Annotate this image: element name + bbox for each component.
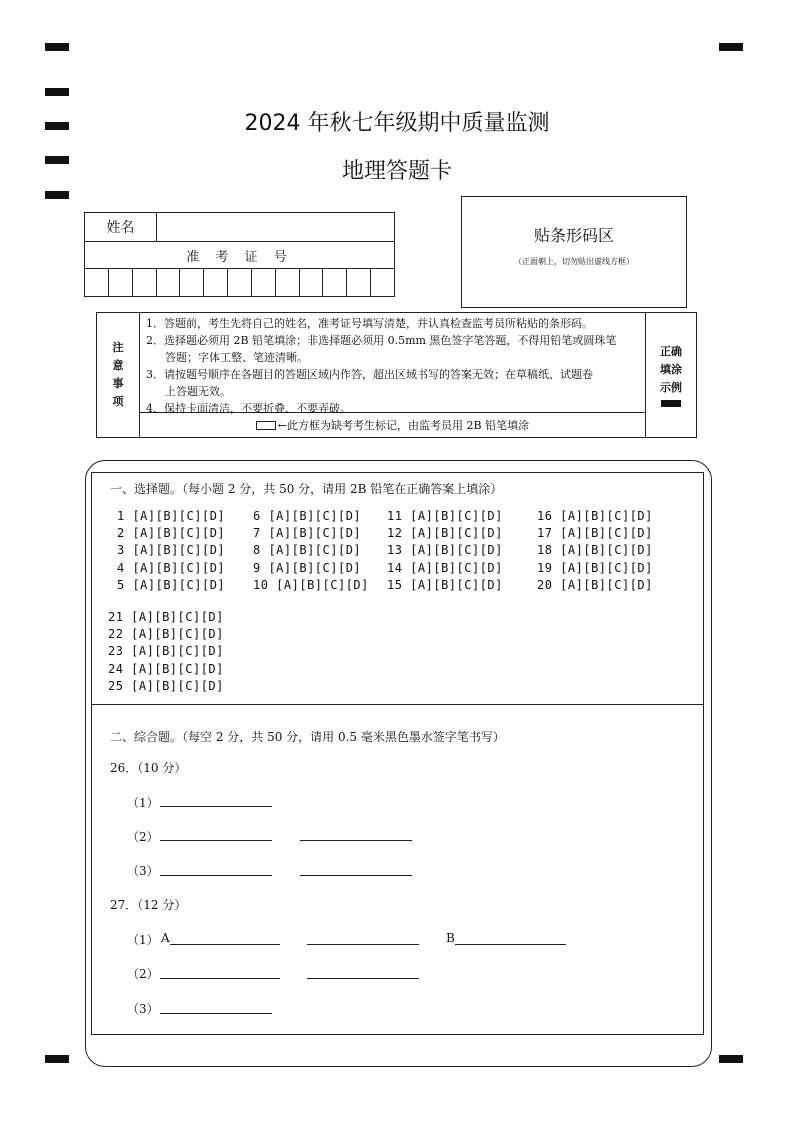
exam-number-cell[interactable] (157, 269, 181, 296)
q26-part1-blank[interactable] (160, 806, 272, 807)
exam-number-cell[interactable] (252, 269, 276, 296)
q26-part3-blank-2[interactable] (300, 875, 412, 876)
q27-part2-label: （2） (127, 967, 159, 981)
q27-b-label: B (446, 931, 455, 945)
q27-part1-blank-a[interactable] (170, 944, 280, 945)
timing-mark (719, 1055, 743, 1063)
exam-number-cells[interactable] (85, 269, 394, 296)
choice-item[interactable]: 4 [A][B][C][D] (117, 560, 226, 575)
exam-number-cell[interactable] (371, 269, 394, 296)
fill-example-mark (661, 400, 681, 407)
notice-items (140, 313, 645, 413)
choice-item[interactable]: 11 [A][B][C][D] (387, 509, 503, 523)
notice-item: 答题；字体工整、笔迹清晰。 (165, 351, 308, 364)
q27-part2-blank-2[interactable] (307, 978, 419, 979)
exam-number-cell[interactable] (323, 269, 347, 296)
choice-item[interactable]: 25 [A][B][C][D] (108, 678, 224, 693)
choice-item[interactable]: 18 [A][B][C][D] (537, 543, 653, 558)
choice-item[interactable]: 13 [A][B][C][D] (387, 543, 503, 558)
choice-item[interactable]: 7 [A][B][C][D] (253, 526, 362, 541)
exam-number-cell[interactable] (276, 269, 300, 296)
q27-part1-label: （1） (127, 933, 159, 947)
exam-number-cell[interactable] (228, 269, 252, 296)
choice-item[interactable]: 19 [A][B][C][D] (537, 560, 653, 575)
notice-item: 3．请按题号顺序在各题目的答题区域内作答，超出区域书写的答案无效；在草稿纸、试题卷 (146, 368, 593, 381)
q27-part1-blank-2[interactable] (307, 944, 419, 945)
notice-item: 1．答题前，考生先将自己的姓名，准考证号填写清楚，并认真检查监考员所粘贴的条形码。 (146, 317, 593, 330)
choice-item[interactable]: 9 [A][B][C][D] (253, 560, 362, 575)
exam-number-cell[interactable] (180, 269, 204, 296)
q26-label: 26．（10 分） (110, 761, 187, 775)
page-subtitle: 地理答题卡 (341, 159, 452, 184)
choice-item[interactable]: 20 [A][B][C][D] (537, 577, 653, 592)
page-title: 2024 年秋七年级期中质量监测 (244, 111, 550, 136)
q26-part2-label: （2） (127, 830, 159, 844)
barcode-area (461, 196, 687, 308)
choice-item[interactable]: 17 [A][B][C][D] (537, 526, 653, 541)
q27-a-label: A (161, 931, 170, 945)
exam-number-cell[interactable] (204, 269, 228, 296)
barcode-hint: （正面朝上，切勿贴出虚线方框） (514, 257, 634, 266)
timing-mark (45, 43, 69, 51)
q27-part3-label: （3） (127, 1002, 159, 1016)
absent-mark-box[interactable] (256, 421, 276, 430)
q26-part2-blank-2[interactable] (300, 840, 412, 841)
name-field[interactable] (157, 213, 394, 242)
name-label: 姓名 (85, 213, 157, 242)
notice-side-label: 注 意 事 项 (97, 313, 140, 437)
choice-item[interactable]: 6 [A][B][C][D] (253, 509, 362, 523)
choice-item[interactable]: 15 [A][B][C][D] (387, 577, 503, 592)
section2-heading: 二、综合题。（每空 2 分，共 50 分，请用 0.5 毫米黑色墨水签字笔书写） (110, 730, 505, 744)
q27-part1-blank-b[interactable] (455, 944, 566, 945)
choice-item[interactable]: 16 [A][B][C][D] (537, 509, 653, 523)
q26-part1-label: （1） (127, 796, 159, 810)
choice-item[interactable]: 8 [A][B][C][D] (253, 543, 362, 558)
timing-mark (45, 191, 69, 199)
notice-item: 2．选择题必须用 2B 铅笔填涂；非选择题必须用 0.5mm 黑色签字笔答题，不得用铅笔或圆珠笔 (146, 334, 617, 347)
exam-number-label: 准 考 证 号 (85, 242, 394, 269)
choice-item[interactable]: 23 [A][B][C][D] (108, 644, 224, 659)
exam-number-cell[interactable] (85, 269, 109, 296)
fill-example: 正确 填涂 示例 (645, 313, 696, 437)
barcode-title: 贴条形码区 (533, 226, 614, 245)
q26-part2-blank-1[interactable] (160, 840, 272, 841)
candidate-info-box (84, 212, 395, 297)
choice-item[interactable]: 2 [A][B][C][D] (117, 526, 226, 541)
notice-item: 上答题无效。 (165, 385, 231, 398)
timing-mark (45, 88, 69, 96)
q27-part3-blank[interactable] (160, 1013, 272, 1014)
choice-item[interactable]: 5 [A][B][C][D] (117, 577, 226, 592)
exam-number-cell[interactable] (109, 269, 133, 296)
section1-heading: 一、选择题。（每小题 2 分，共 50 分，请用 2B 铅笔在正确答案上填涂） (110, 482, 503, 496)
q26-part3-blank-1[interactable] (160, 875, 272, 876)
q27-label: 27．（12 分） (110, 898, 187, 912)
exam-number-cell[interactable] (133, 269, 157, 296)
timing-mark (719, 43, 743, 51)
choice-item[interactable]: 1 [A][B][C][D] (117, 509, 226, 523)
choice-item[interactable]: 22 [A][B][C][D] (108, 627, 224, 642)
choice-item[interactable]: 10 [A][B][C][D] (253, 577, 369, 592)
choice-item[interactable]: 14 [A][B][C][D] (387, 560, 503, 575)
notice-item: 4．保持卡面清洁，不要折叠、不要弄破。 (146, 402, 351, 415)
choice-item[interactable]: 3 [A][B][C][D] (117, 543, 226, 558)
section-divider (91, 704, 704, 705)
q27-part2-blank-1[interactable] (160, 978, 280, 979)
q26-part3-label: （3） (127, 864, 159, 878)
absent-mark-row (140, 413, 645, 437)
notice-box (96, 312, 697, 438)
timing-mark (45, 1055, 69, 1063)
exam-number-cell[interactable] (347, 269, 371, 296)
choice-item[interactable]: 21 [A][B][C][D] (108, 610, 224, 624)
exam-number-cell[interactable] (300, 269, 324, 296)
choice-item[interactable]: 12 [A][B][C][D] (387, 526, 503, 541)
choice-item[interactable]: 24 [A][B][C][D] (108, 661, 224, 676)
absent-mark-text: ←此方框为缺考考生标记，由监考员用 2B 铅笔填涂 (277, 419, 530, 432)
